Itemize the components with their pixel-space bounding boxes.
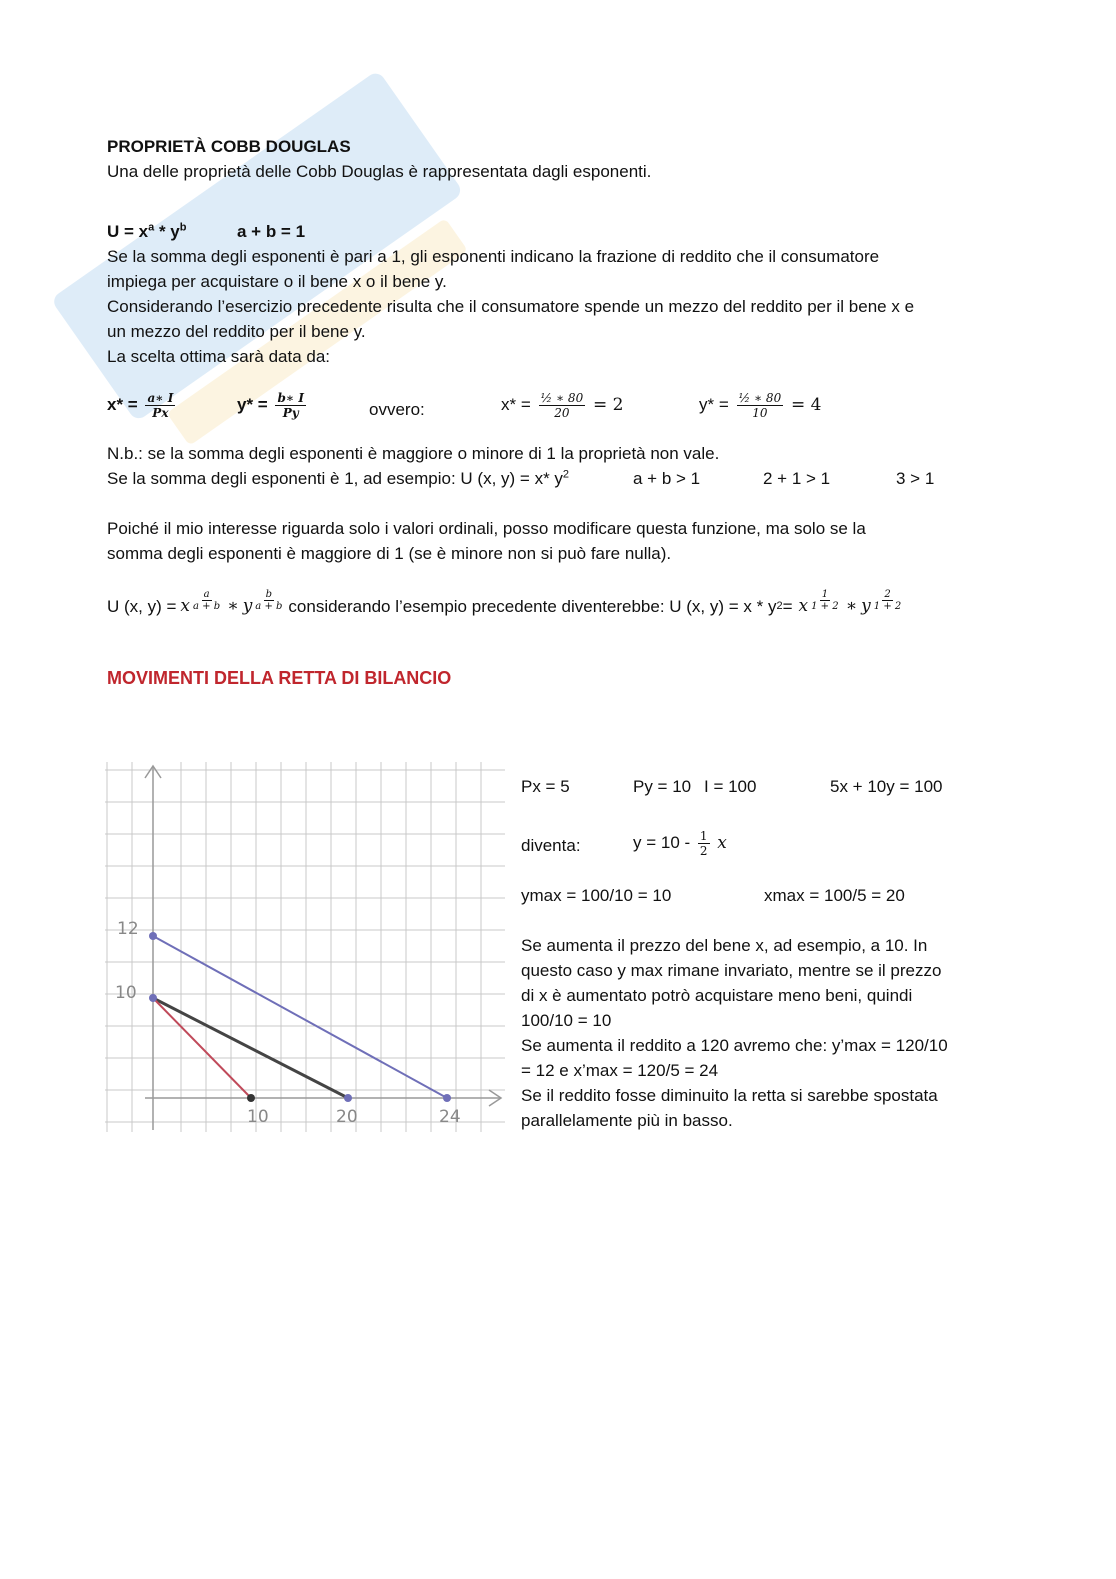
point-x24 xyxy=(443,1094,451,1102)
prices-row xyxy=(521,774,1001,799)
py-value: Py = 10 xyxy=(633,777,692,796)
budget-explanation xyxy=(521,774,1001,1133)
paragraph-line: somma degli esponenti è maggiore di 1 (se è minore non si può fare nulla). xyxy=(107,544,672,563)
ex-x: x* = $\frac{\text{½ ∗ 80}}{20}$ = 2 xyxy=(501,391,624,420)
paragraph-line: parallelamente più in basso. xyxy=(521,1111,733,1130)
paragraph-line: 100/10 = 10 xyxy=(521,1011,612,1030)
example-text: Se la somma degli esponenti è 1, ad esempio: U (x, y) = x* $y^2$ xyxy=(107,468,570,488)
budget-line-original xyxy=(153,998,348,1098)
section2-title: MOVIMENTI DELLA RETTA DI BILANCIO xyxy=(107,668,452,688)
point-x10 xyxy=(247,1094,255,1102)
section-title: PROPRIETÀ COBB DOUGLAS xyxy=(107,137,351,156)
income-value: I = 100 xyxy=(704,777,757,796)
paragraph-line: Se il reddito fosse diminuito la retta si sarebbe spostata xyxy=(521,1086,938,1105)
ex-y: y* = $\frac{\text{½ ∗ 80}}{10}$ = 4 xyxy=(699,391,822,420)
paragraph-line: impiega per acquistare o il bene x o il bene y. xyxy=(107,272,447,291)
paragraph-line: Se la somma degli esponenti è pari a 1, gli esponenti indicano la frazione di reddito che il consumatore xyxy=(107,247,880,266)
x-label-20: 20 xyxy=(336,1107,358,1127)
diventa-label: diventa: xyxy=(521,836,581,855)
nb-text: N.b.: se la somma degli esponenti è maggiore o minore di 1 la proprietà non vale. xyxy=(107,444,720,463)
y-equation: y = 10 - $\frac{1}{2}$ x xyxy=(633,829,727,858)
budget-equation: 5x + 10y = 100 xyxy=(830,777,943,796)
x-label-24: 24 xyxy=(439,1107,461,1127)
paragraph-line: = 12 e x’max = 120/5 = 24 xyxy=(521,1061,719,1080)
point-y12 xyxy=(149,932,157,940)
formula: $U = x^a * y^b$ xyxy=(107,221,187,241)
budget-line-graph xyxy=(105,762,505,1132)
point-y10 xyxy=(149,994,157,1002)
paragraph-line: La scelta ottima sarà data da: xyxy=(107,347,331,366)
diventa-row xyxy=(521,829,1001,859)
example-row xyxy=(107,466,1007,491)
example-cond-1: a + b > 1 xyxy=(633,469,701,488)
transform-formula: U (x, y) = x $\frac{a}{a + b}$ ∗ y $\frac{b}{a + b}$ considerando l’esempio precedente diventerebbe: U (x, y) = x * y 2 = x $\frac{1}{1 + 2}$ ∗ y $\frac{2}{1 + 2}$ xyxy=(107,588,902,616)
x-label-10: 10 xyxy=(247,1107,269,1127)
y-label-10: 10 xyxy=(115,983,137,1003)
intro-text: Una delle proprietà delle Cobb Douglas è rappresentata dagli esponenti. xyxy=(107,162,652,181)
paragraph-line: questo caso y max rimane invariato, mentre se il prezzo xyxy=(521,961,942,980)
y-label-12: 12 xyxy=(117,919,139,939)
px-value: Px = 5 xyxy=(521,777,570,796)
ymax-value: ymax = 100/10 = 10 xyxy=(521,886,672,905)
optimal-choice-equations xyxy=(107,383,1007,433)
paragraph-line: Se aumenta il prezzo del bene x, ad esempio, a 10. In xyxy=(521,936,928,955)
paragraph-line: un mezzo del reddito per il bene y. xyxy=(107,322,366,341)
point-x20 xyxy=(344,1094,352,1102)
paragraph-line: Se aumenta il reddito a 120 avremo che: y’max = 120/10 xyxy=(521,1036,948,1055)
formula-condition: a + b = 1 xyxy=(237,222,306,241)
paragraph-line: Poiché il mio interesse riguarda solo i valori ordinali, posso modificare questa funzione, ma solo se la xyxy=(107,519,866,538)
formula-row xyxy=(107,219,1007,244)
example-cond-2: 2 + 1 > 1 xyxy=(763,469,831,488)
ovvero-label: ovvero: xyxy=(369,400,425,419)
eq-y: y* = $\frac{b∗ I}{Py}$ xyxy=(237,391,304,420)
xmax-value: xmax = 100/5 = 20 xyxy=(764,886,905,905)
paragraph-line: Considerando l’esercizio precedente risulta che il consumatore spende un mezzo del reddito per il bene x e xyxy=(107,297,915,316)
paragraph-line: di x è aumentato potrò acquistare meno beni, quindi xyxy=(521,986,913,1005)
budget-line-price-increase xyxy=(153,998,251,1098)
max-row xyxy=(521,883,1001,908)
eq-x: x* = $\frac{a∗ I}{Px}$ xyxy=(107,391,174,420)
example-cond-3: 3 > 1 xyxy=(896,469,935,488)
